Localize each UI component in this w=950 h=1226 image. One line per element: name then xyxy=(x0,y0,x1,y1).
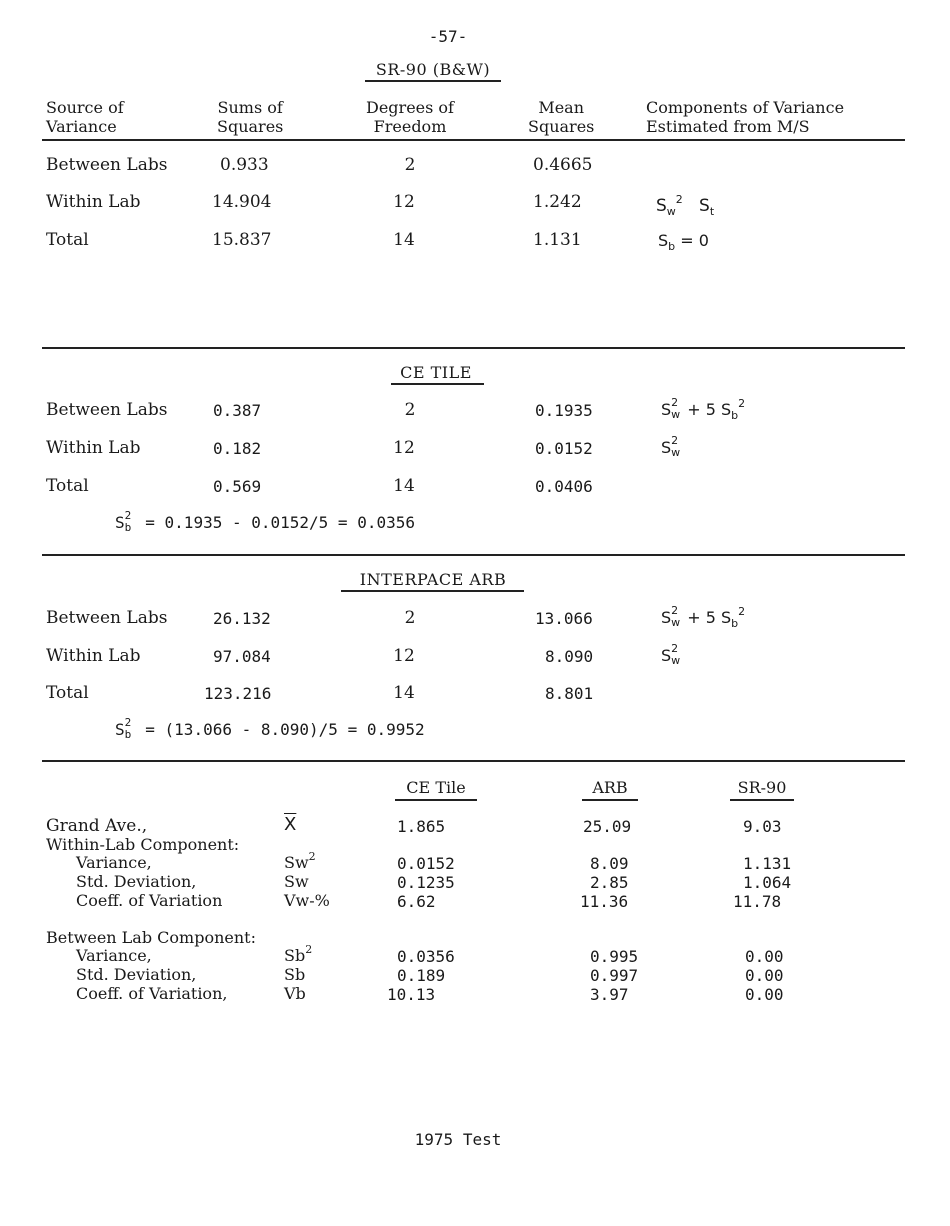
sr90-row3-sums: 15.837 xyxy=(212,230,272,250)
sr90-row1-sums: 0.933 xyxy=(220,155,269,175)
ce-row1-df: 2 xyxy=(404,400,416,420)
section-rule-1 xyxy=(42,347,905,349)
within-variance-sym-text: Sw xyxy=(284,853,309,872)
ce-row2-source: Within Lab xyxy=(46,438,141,458)
sr90-row2-sums: 14.904 xyxy=(212,192,272,212)
grand-ave-sr90: 9.03 xyxy=(743,817,782,836)
between-variance-sym-text: Sb xyxy=(284,946,306,965)
sr90-row3-mean: 1.131 xyxy=(533,230,582,250)
between-sd-label: Std. Deviation, xyxy=(76,965,197,984)
ce-sw-sub: w xyxy=(671,408,681,421)
ce-formula-s: S xyxy=(115,513,125,532)
sr90-row2-df: 12 xyxy=(393,192,415,212)
between-cv-symbol: Vb xyxy=(284,984,306,1003)
ip-sb-sub: b xyxy=(731,617,739,630)
page-number: -57- xyxy=(428,27,468,46)
ce-formula-text: = 0.1935 - 0.0152/5 = 0.0356 xyxy=(135,513,415,532)
ce-row2-sums: 0.182 xyxy=(213,439,262,458)
ce-sw2-symbol: S xyxy=(661,438,672,457)
between-variance-sr90: 0.00 xyxy=(745,947,784,966)
between-variance-ce: 0.0356 xyxy=(397,947,455,966)
ip-row1-source: Between Labs xyxy=(46,608,168,628)
within-cv-ce: 6.62 xyxy=(397,892,436,911)
ce-within-component xyxy=(661,434,682,459)
summary-col-sr90-underline xyxy=(730,799,794,801)
ip-formula-text: = (13.066 - 8.090)/5 = 0.9952 xyxy=(135,720,425,739)
within-sd-symbol: Sw xyxy=(284,872,309,891)
ip-sw-script xyxy=(671,604,682,629)
header-degrees xyxy=(366,98,454,136)
ip-formula xyxy=(115,716,425,741)
header-mean-line1: Mean xyxy=(538,98,585,117)
within-sd-sr90: 1.064 xyxy=(743,873,792,892)
grand-ave-label: Grand Ave., xyxy=(46,816,148,836)
ce-tile-title-underline xyxy=(391,383,484,385)
summary-col-ce-underline xyxy=(395,799,477,801)
within-sd-label: Std. Deviation, xyxy=(76,872,197,891)
header-mean xyxy=(528,98,594,136)
ce-sw2-sub: w xyxy=(671,446,681,459)
ce-row2-mean: 0.0152 xyxy=(535,439,593,458)
within-variance-ce: 0.0152 xyxy=(397,854,455,873)
ip-within-component xyxy=(661,642,682,667)
ce-sw-sup: 2 xyxy=(671,396,679,409)
sr90-row1-mean: 0.4665 xyxy=(533,155,593,175)
within-variance-sym-sup: 2 xyxy=(308,850,316,863)
sr90-row2-source: Within Lab xyxy=(46,192,141,212)
ce-formula-sub: b xyxy=(124,521,132,534)
within-variance-label: Variance, xyxy=(76,853,152,872)
ip-sw2-sup: 2 xyxy=(671,642,679,655)
ce-sb-sup: 2 xyxy=(738,397,746,410)
ip-formula-sup: 2 xyxy=(124,716,132,729)
within-cv-arb: 11.36 xyxy=(580,892,629,911)
sb-rest: = 0 xyxy=(675,231,709,250)
ip-sw2-symbol: S xyxy=(661,646,672,665)
sr90-row3-source: Total xyxy=(46,230,89,250)
st-symbol: S xyxy=(699,196,710,216)
ip-sw-sub: w xyxy=(671,616,681,629)
ip-row2-sums: 97.084 xyxy=(213,647,271,666)
within-variance-sr90: 1.131 xyxy=(743,854,792,873)
sw-sup: 2 xyxy=(675,193,683,206)
between-sd-symbol: Sb xyxy=(284,965,306,984)
ip-row3-source: Total xyxy=(46,683,89,703)
sr90-title: SR-90 (B&W) xyxy=(375,60,491,79)
ce-row1-source: Between Labs xyxy=(46,400,168,420)
ip-row2-df: 12 xyxy=(393,646,415,666)
within-variance-arb: 8.09 xyxy=(590,854,629,873)
ip-formula-s: S xyxy=(115,720,125,739)
ce-between-rest: + 5 S xyxy=(682,400,732,419)
sr90-title-underline xyxy=(365,80,501,82)
ce-sw2-script xyxy=(671,434,682,459)
header-components xyxy=(646,98,844,136)
ip-row1-mean: 13.066 xyxy=(535,609,593,628)
interpace-title-underline xyxy=(341,590,524,592)
sb-sub: b xyxy=(668,240,676,253)
header-source-line2: Variance xyxy=(46,117,117,136)
summary-col-sr90: SR-90 xyxy=(737,778,787,797)
ce-row3-mean: 0.0406 xyxy=(535,477,593,496)
between-cv-label: Coeff. of Variation, xyxy=(76,984,228,1003)
header-components-line2: Estimated from M/S xyxy=(646,117,810,136)
ce-row2-df: 12 xyxy=(393,438,415,458)
within-cv-sr90: 11.78 xyxy=(733,892,782,911)
ce-sw-script xyxy=(671,396,682,421)
sr90-row2-mean: 1.242 xyxy=(533,192,582,212)
between-heading: Between Lab Component: xyxy=(46,928,256,947)
ce-tile-title: CE TILE xyxy=(400,363,472,382)
within-cv-symbol: Vw-% xyxy=(284,891,330,910)
ce-sb-sub: b xyxy=(731,409,739,422)
header-components-line1: Components of Variance xyxy=(646,98,845,117)
sw-symbol: S xyxy=(656,196,667,216)
ce-sw2-sup: 2 xyxy=(671,434,679,447)
header-sums xyxy=(217,98,283,136)
sr90-total-component xyxy=(658,231,709,253)
ip-formula-script xyxy=(124,716,136,741)
header-source-line1: Source of xyxy=(46,98,124,117)
grand-ave-ce: 1.865 xyxy=(397,817,446,836)
between-variance-label: Variance, xyxy=(76,946,152,965)
summary-col-ce-tile: CE Tile xyxy=(406,778,466,797)
within-sd-ce: 0.1235 xyxy=(397,873,455,892)
section-rule-3 xyxy=(42,760,905,762)
header-sums-line2: Squares xyxy=(217,117,284,136)
ip-sb-sup: 2 xyxy=(738,605,746,618)
header-sums-line1: Sums of xyxy=(217,98,283,117)
within-cv-label: Coeff. of Variation xyxy=(76,891,223,910)
ce-row1-mean: 0.1935 xyxy=(535,401,593,420)
summary-col-arb-underline xyxy=(582,799,638,801)
ip-row1-sums: 26.132 xyxy=(213,609,271,628)
header-rule xyxy=(42,139,905,141)
ip-row3-df: 14 xyxy=(393,683,415,703)
between-sd-sr90: 0.00 xyxy=(745,966,784,985)
ip-between-component xyxy=(661,604,746,630)
within-variance-symbol xyxy=(284,850,316,872)
within-sd-arb: 2.85 xyxy=(590,873,629,892)
between-cv-sr90: 0.00 xyxy=(745,985,784,1004)
ip-sw2-sub: w xyxy=(671,654,681,667)
ce-formula-sup: 2 xyxy=(124,509,132,522)
sr90-row3-df: 14 xyxy=(393,230,415,250)
header-degrees-line1: Degrees of xyxy=(366,98,454,117)
between-variance-sym-sup: 2 xyxy=(305,943,313,956)
ce-row3-df: 14 xyxy=(393,476,415,496)
ip-row3-mean: 8.801 xyxy=(545,684,594,703)
between-variance-arb: 0.995 xyxy=(590,947,639,966)
ce-between-component xyxy=(661,396,746,422)
interpace-title: INTERPACE ARB xyxy=(359,570,507,589)
ce-formula xyxy=(115,509,415,534)
header-source xyxy=(46,98,124,136)
ip-sw-sup: 2 xyxy=(671,604,679,617)
sw-sub: w xyxy=(666,205,676,218)
section-rule-2 xyxy=(42,554,905,556)
between-sd-arb: 0.997 xyxy=(590,966,639,985)
ce-formula-script xyxy=(124,509,136,534)
ip-row2-source: Within Lab xyxy=(46,646,141,666)
within-heading: Within-Lab Component: xyxy=(46,835,240,854)
sb-symbol: S xyxy=(658,231,669,250)
ce-row3-sums: 0.569 xyxy=(213,477,262,496)
between-cv-arb: 3.97 xyxy=(590,985,629,1004)
grand-ave-symbol: $\overline{X}$ xyxy=(284,814,297,835)
sr90-row1-source: Between Labs xyxy=(46,155,168,175)
grand-ave-arb: 25.09 xyxy=(583,817,632,836)
ip-row1-df: 2 xyxy=(404,608,416,628)
ce-row1-sums: 0.387 xyxy=(213,401,262,420)
summary-col-arb: ARB xyxy=(592,778,628,797)
sr90-row1-df: 2 xyxy=(404,155,416,175)
st-sub: t xyxy=(709,205,715,218)
ip-formula-sub: b xyxy=(124,728,132,741)
ip-row2-mean: 8.090 xyxy=(545,647,594,666)
ce-sw-symbol: S xyxy=(661,400,672,419)
between-variance-symbol xyxy=(284,943,313,965)
between-cv-ce: 10.13 xyxy=(387,985,436,1004)
footer-note: 1975 Test xyxy=(414,1130,502,1149)
sr90-within-component xyxy=(656,193,715,218)
between-sd-ce: 0.189 xyxy=(397,966,446,985)
ip-between-rest: + 5 S xyxy=(682,608,732,627)
ce-row3-source: Total xyxy=(46,476,89,496)
header-degrees-line2: Freedom xyxy=(373,117,447,136)
ip-row3-sums: 123.216 xyxy=(204,684,272,703)
ip-sw-symbol: S xyxy=(661,608,672,627)
ip-sw2-script xyxy=(671,642,682,667)
header-mean-line2: Squares xyxy=(528,117,595,136)
